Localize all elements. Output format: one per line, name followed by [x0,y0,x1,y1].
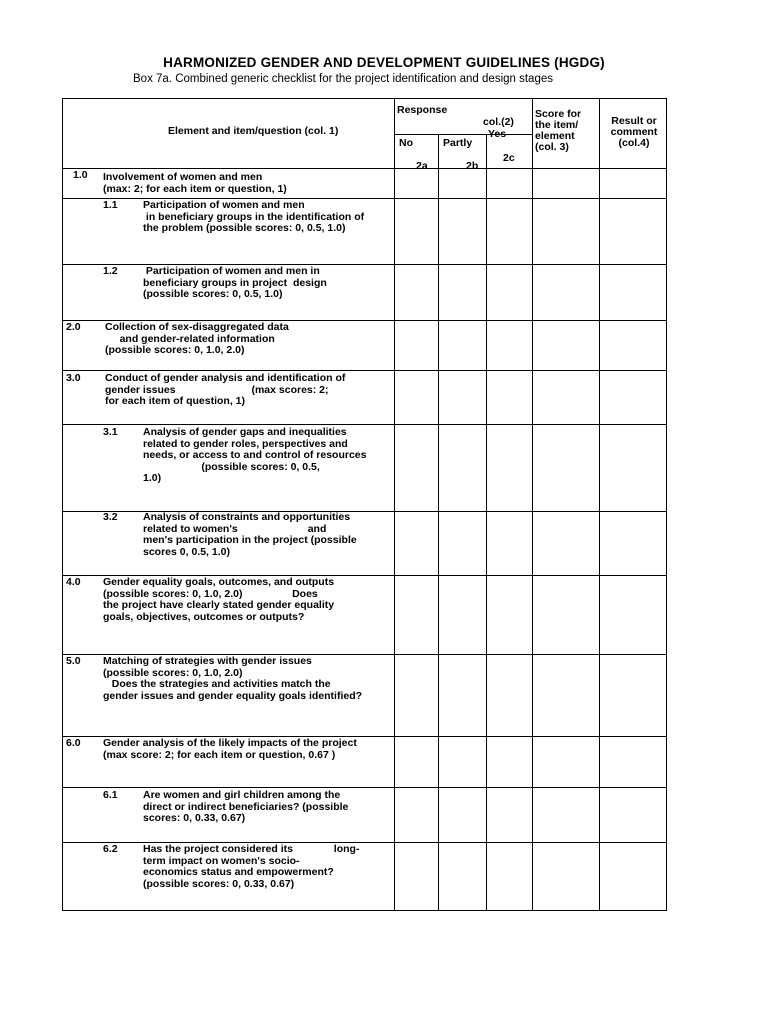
header-score-col: Score for the item/ element (col. 3) [535,108,582,153]
row-text: Are women and girl children among the direct or indirect beneficiaries? (possible scores: 0, 0.33, 0.67) [143,789,349,824]
row-num: 6.2 [103,843,118,855]
header-yes: Yes [488,128,507,140]
header-2c: 2c [503,152,515,164]
score-box-2-0 [532,320,600,371]
row-text: Participation of women and men in beneficiary groups in project design (possible scores: 0, 0.5, 1.0) [143,265,327,300]
row-text: Gender analysis of the likely impacts of the project (max score: 2; for each item or question, 0.67 ) [103,737,357,761]
row-text: Involvement of women and men (max: 2; for each item or question, 1) [103,171,287,195]
score-box-4-0 [532,575,600,655]
document-subtitle: Box 7a. Combined generic checklist for the project identification and design stages [133,73,553,85]
score-box-5-0 [532,654,600,737]
score-box-6-0 [532,736,600,788]
row-num: 6.1 [103,789,118,801]
score-box-1-0 [532,168,600,199]
checklist-table [62,98,667,911]
header-col2: col.(2) [483,116,514,128]
header-response: Response [397,104,448,116]
header-2a: 2a [416,160,428,172]
row-num: 5.0 [66,655,81,667]
header-element-col: Element and item/question (col. 1) [168,125,339,137]
row-num: 3.1 [103,426,118,438]
row-num: 1.1 [103,199,118,211]
row-num: 3.2 [103,511,118,523]
document-title: HARMONIZED GENDER AND DEVELOPMENT GUIDELINES (HGDG) [163,55,605,70]
row-num: 4.0 [66,576,81,588]
row-text: Has the project considered its long- term impact on women's socio- economics status and empowerment? (possible scores: 0, 0.33, 0.67) [143,843,360,890]
header-result-col: Result or comment (col.4) [610,115,658,149]
row-text: Gender equality goals, outcomes, and outputs (possible scores: 0, 1.0, 2.0) Does the project have clearly stated gender equality goals, objectives, outcomes or outputs? [103,576,335,623]
row-num: 3.0 [66,372,81,384]
row-text: Collection of sex-disaggregated data and gender-related information (possible scores: 0, 1.0, 2.0) [105,321,289,356]
header-2b: 2b [466,160,479,172]
row-text: Analysis of constraints and opportunities related to women's and men's participation in the project (possible scores 0, 0.5, 1.0) [143,511,357,558]
header-no: No [399,137,413,149]
row-text: Participation of women and men in beneficiary groups in the identification of the problem (possible scores: 0, 0.5, 1.0) [143,199,365,234]
row-num: 2.0 [66,321,81,333]
row-num: 1.2 [103,265,118,277]
header-partly: Partly [443,137,473,149]
row-num: 6.0 [66,737,81,749]
row-text: Conduct of gender analysis and identification of gender issues (max scores: 2; for each item of question, 1) [105,372,346,407]
row-text: Matching of strategies with gender issues (possible scores: 0, 1.0, 2.0) Does the strategies and activities match the gender issues and gender equality goals identified? [103,655,363,702]
row-text: Analysis of gender gaps and inequalities related to gender roles, perspectives and needs, or access to and control of resources (possible scores: 0, 0.5, 1.0) [143,426,367,484]
row-num: 1.0 [73,169,88,181]
